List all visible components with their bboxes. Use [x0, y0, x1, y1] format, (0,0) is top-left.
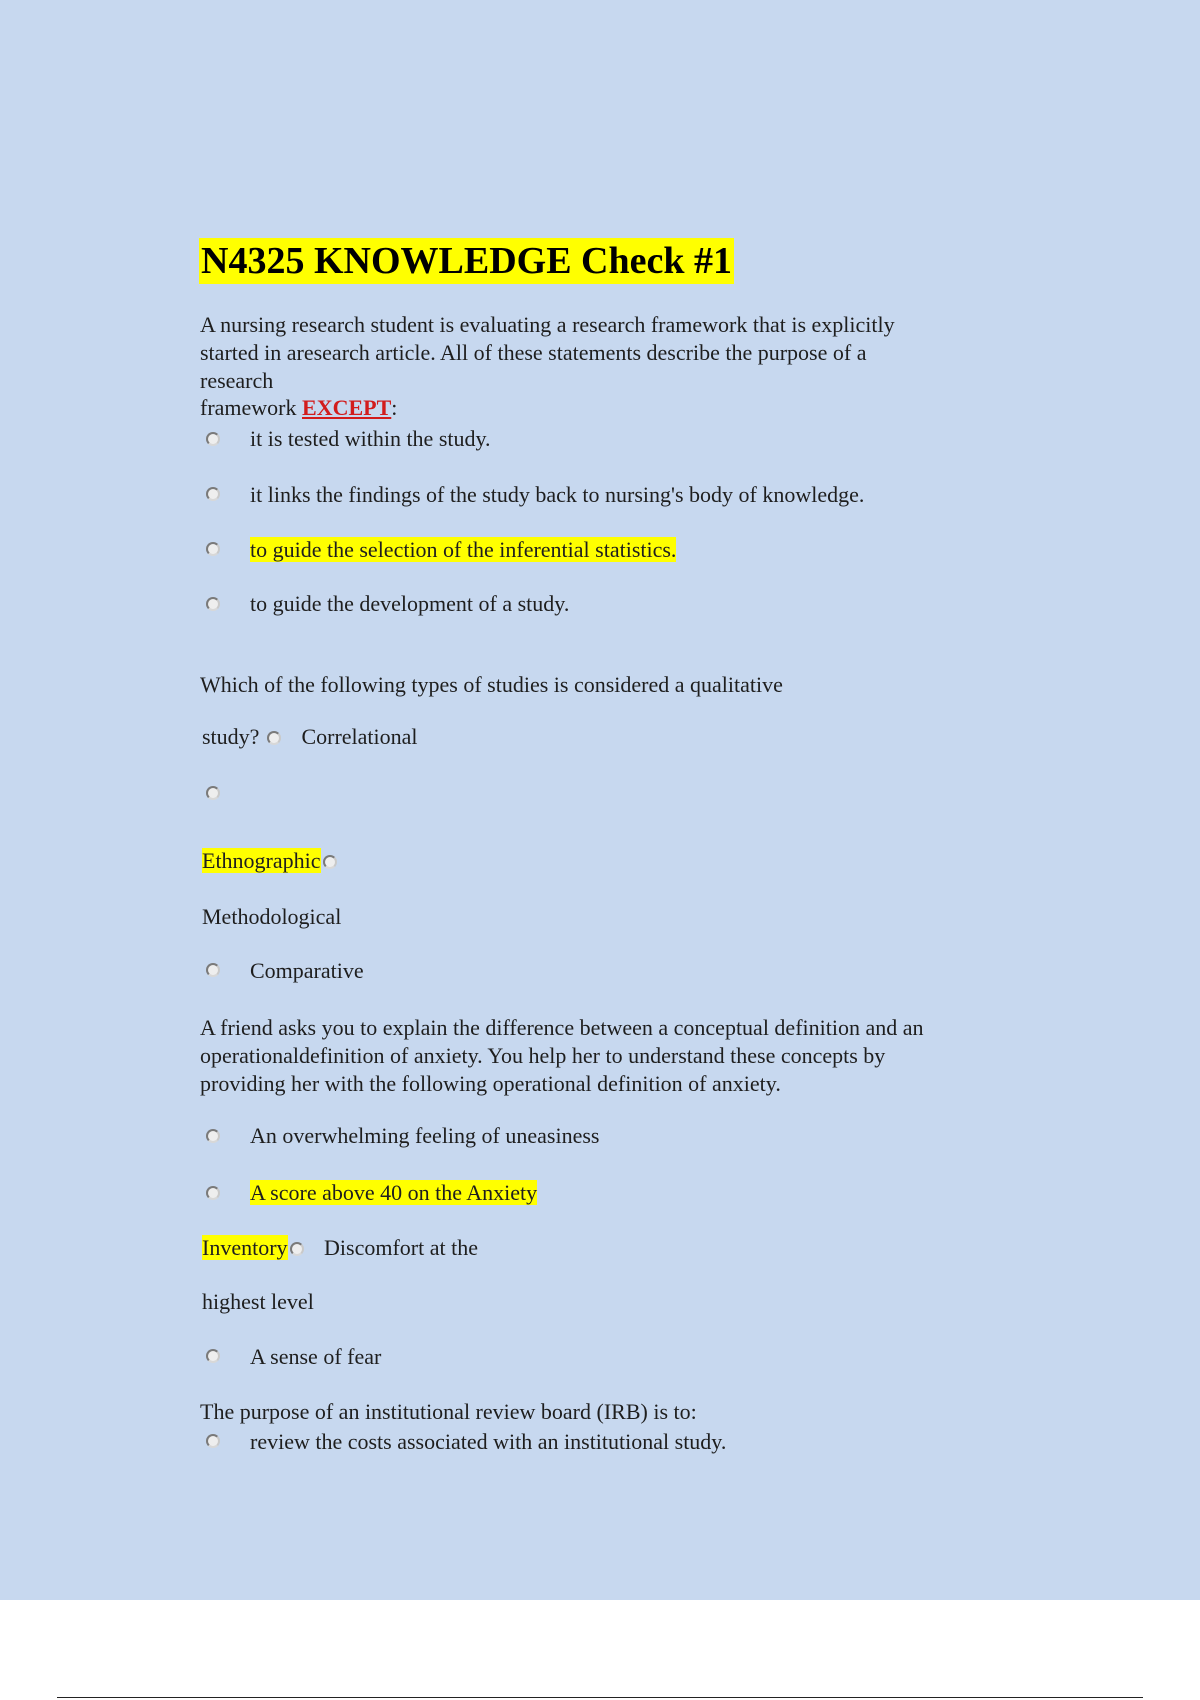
q1-text-framework: framework — [200, 395, 303, 420]
q3-text-line-1: A friend asks you to explain the difference between a conceptual definition and an — [200, 1015, 924, 1040]
q1-option-2-label: it links the findings of the study back to nursing's body of knowledge. — [250, 482, 865, 507]
except-keyword: EXCEPT — [302, 395, 392, 420]
q3-option-3-label-continued: highest level — [202, 1289, 314, 1314]
q1-colon: : — [391, 395, 398, 420]
q2-ethnographic-line — [202, 847, 341, 875]
q1-option-3-radio[interactable] — [206, 542, 220, 556]
q1-option-1-radio[interactable] — [206, 432, 220, 446]
footer-rule — [57, 1697, 1143, 1698]
q3-text-line-3: providing her with the following operational definition of anxiety. — [200, 1071, 781, 1096]
q2-option-methodological-label: Methodological — [202, 904, 342, 929]
q2-option-correlational-label: Correlational — [301, 724, 418, 749]
q1-option-4-radio[interactable] — [206, 597, 220, 611]
q3-option-2-label — [250, 1179, 537, 1207]
q1-text-line-1: A nursing research student is evaluating a research framework that is explicitly — [200, 312, 895, 337]
q3-option-3-label: Discomfort at the — [324, 1235, 478, 1260]
q1-text-line-4 — [200, 394, 397, 422]
q3-inventory-line — [202, 1234, 478, 1262]
q1-option-2-radio[interactable] — [206, 487, 220, 501]
document-title: N4325 KNOWLEDGE Check #1 — [201, 240, 732, 282]
q2-option-methodological-radio[interactable] — [323, 855, 337, 869]
q1-text-line-2: started in aresearch article. All of these statements describe the purpose of a — [200, 340, 867, 365]
q1-text-line-3: research — [200, 368, 274, 393]
q2-option-correlational-radio[interactable] — [267, 731, 281, 745]
q4-text-line-1: The purpose of an institutional review board (IRB) is to: — [200, 1399, 697, 1424]
q2-option-ethnographic-label: Ethnographic — [202, 848, 321, 873]
q3-text-line-2: operationaldefinition of anxiety. You help her to understand these concepts by — [200, 1043, 886, 1068]
q2-option-comparative-radio[interactable] — [206, 963, 220, 977]
q4-option-1-label: review the costs associated with an institutional study. — [250, 1429, 727, 1454]
q2-text-line-2 — [202, 723, 418, 751]
q1-option-4-label: to guide the development of a study. — [250, 591, 570, 616]
q2-option-comparative-label: Comparative — [250, 958, 364, 983]
q4-option-1-radio[interactable] — [206, 1434, 220, 1448]
q3-option-1-label: An overwhelming feeling of uneasiness — [250, 1123, 600, 1148]
q3-option-2-label-continued: Inventory — [202, 1235, 288, 1260]
q1-option-3-highlight: to guide the selection of the inferential statistics. — [250, 537, 677, 562]
q2-option-ethnographic-radio[interactable] — [206, 786, 220, 800]
q3-option-4-radio[interactable] — [206, 1349, 220, 1363]
q2-text-line-1: Which of the following types of studies is considered a qualitative — [200, 672, 783, 697]
q1-option-3-label — [250, 536, 676, 564]
q3-option-2-radio[interactable] — [206, 1186, 220, 1200]
q3-option-4-label: A sense of fear — [250, 1344, 382, 1369]
q3-option-2-highlight: A score above 40 on the Anxiety — [250, 1180, 538, 1205]
q2-text-study: study? — [202, 724, 265, 749]
q1-option-1-label: it is tested within the study. — [250, 426, 491, 451]
q3-option-1-radio[interactable] — [206, 1129, 220, 1143]
q3-option-3-radio[interactable] — [290, 1242, 304, 1256]
